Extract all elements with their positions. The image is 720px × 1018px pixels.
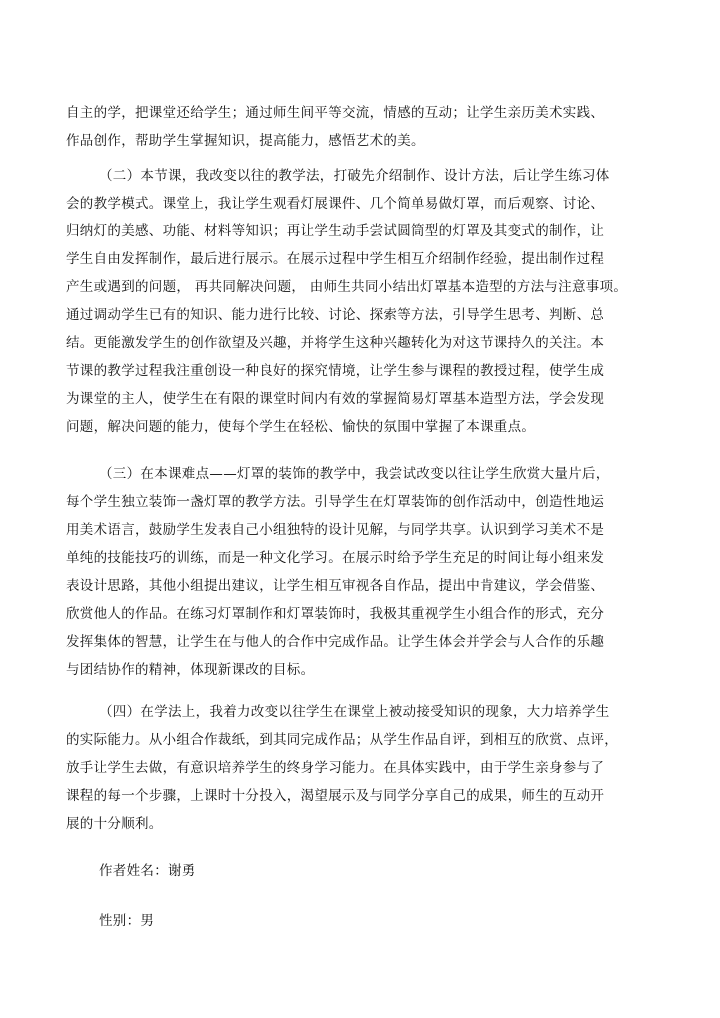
text-line: 产生或遇到的问题， 再共同解决问题， 由师生共同小结出灯罩基本造型的方法与注意事项。 [66,279,628,295]
text-line: （二）本节课，我改变以往的教学法，打破先介绍制作、设计方法，后让学生练习体 [99,168,610,184]
text-line: 为课堂的主人，使学生在有限的课堂时间内有效的掌握简易灯罩基本造型方法，学会发现 [66,391,605,407]
text-line: 问题，解决问题的能力，使每个学生在轻松、愉快的氛围中掌握了本课重点。 [66,419,536,435]
text-line: 会的教学模式。课堂上，我让学生观看灯展课件、几个简单易做灯罩，而后观察、讨论、 [66,196,605,212]
text-line: 每个学生独立装饰一盏灯罩的教学方法。引导学生在灯罩装饰的创作活动中，创造性地运 [66,494,605,510]
text-line: 归纳灯的美感、功能、材料等知识；再让学生动手尝试圆筒型的灯罩及其变式的制作，让 [66,223,605,239]
text-line: 放手让学生去做，有意识培养学生的终身学习能力。在具体实践中，由于学生亲身参与了 [66,760,605,776]
text-line: 课程的每一个步骤，上课时十分投入，渴望展示及与同学分享自己的成果，师生的互动开 [66,788,605,804]
text-line: 的实际能力。从小组合作裁纸，到其同完成作品；从学生作品自评，到相互的欣赏、点评， [66,732,618,748]
text-line: 节课的教学过程我注重创设一种良好的探究情境，让学生参与课程的教授过程，使学生成 [66,363,605,379]
text-line: 单纯的技能技巧的训练，而是一种文化学习。在展示时给予学生充足的时间让每小组来发 [66,550,605,566]
text-line: 通过调动学生已有的知识、能力进行比较、讨论、探索等方法，引导学生思考、判断、总 [66,307,605,323]
text-line: 欣赏他人的作品。在练习灯罩制作和灯罩装饰时，我极其重视学生小组合作的形式，充分 [66,606,605,622]
text-line: 学生自由发挥制作，最后进行展示。在展示过程中学生相互介绍制作经验，提出制作过程 [66,251,605,267]
text-line: （三）在本课难点——灯罩的装饰的教学中，我尝试改变以往让学生欣赏大量片后， [99,466,610,482]
text-line: 作品创作，帮助学生掌握知识，提高能力，感悟艺术的美。 [66,133,425,149]
author-gender: 性别：男 [99,913,155,929]
text-line: 与团结协作的精神，体现新课改的目标。 [66,662,315,678]
text-line: 用美术语言，鼓励学生发表自己小组独特的设计见解，与同学共享。认识到学习美术不是 [66,522,605,538]
text-line: 表设计思路，其他小组提出建议，让学生相互审视各自作品，提出中肯建议，学会借鉴、 [66,578,605,594]
author-name: 作者姓名：谢勇 [99,863,196,879]
text-line: 发挥集体的智慧，让学生在与他人的合作中完成作品。让学生体会并学会与人合作的乐趣 [66,634,605,650]
text-line: 自主的学，把课堂还给学生；通过师生间平等交流，情感的互动；让学生亲历美术实践、 [66,105,605,121]
text-line: （四）在学法上，我着力改变以往学生在课堂上被动接受知识的现象，大力培养学生 [99,704,610,720]
text-line: 展的十分顺利。 [66,816,163,832]
text-line: 结。更能激发学生的创作欲望及兴趣，并将学生这种兴趣转化为对这节课持久的关注。本 [66,335,605,351]
